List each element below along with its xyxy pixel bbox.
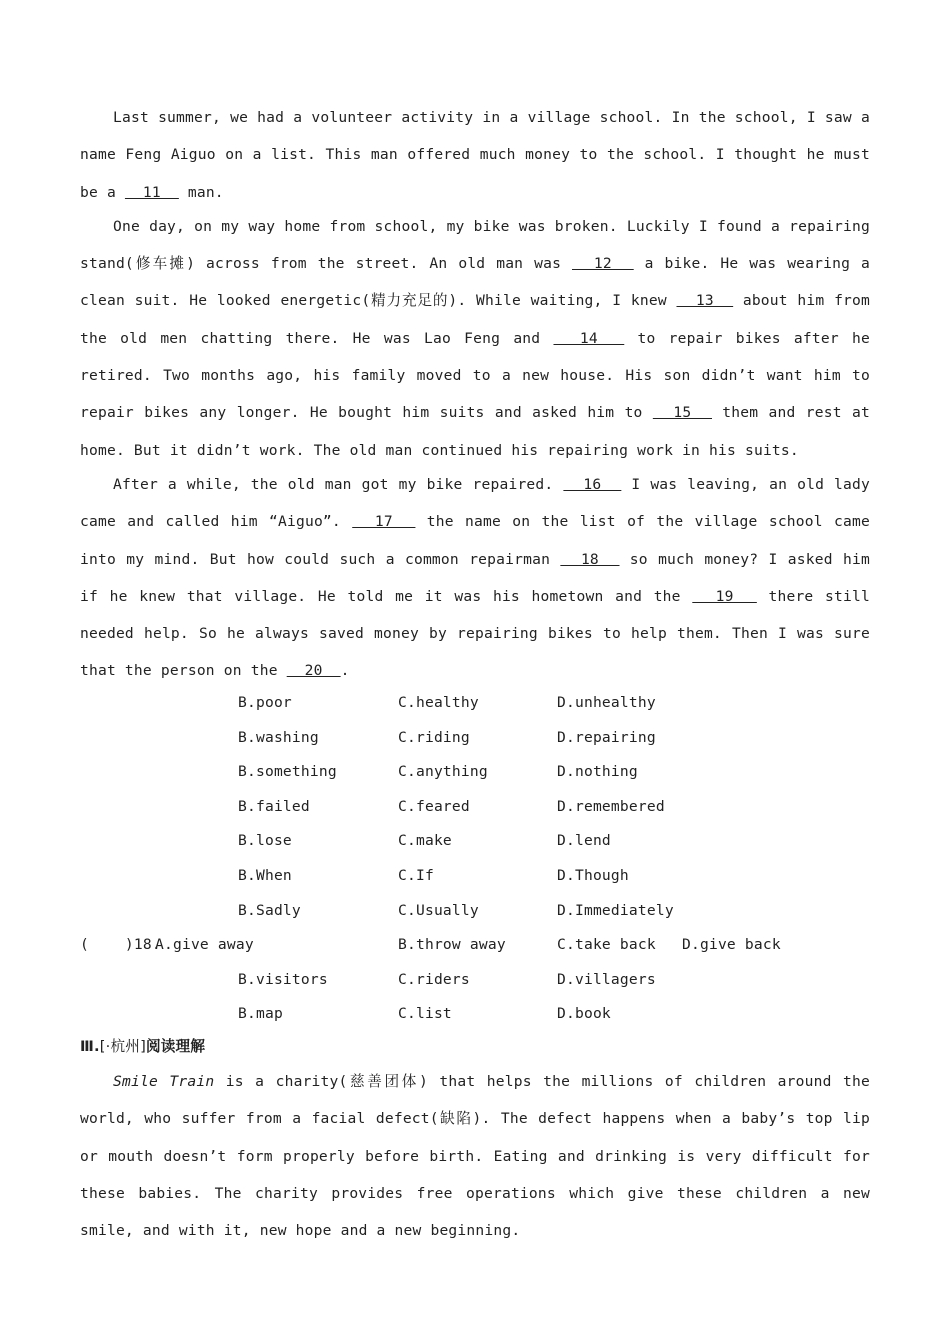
blank-14: 14 <box>553 329 625 347</box>
cloze-passage <box>80 99 870 690</box>
option-row-12 <box>0 721 950 756</box>
option-b: B.When <box>238 866 292 884</box>
option-row-15 <box>0 824 950 859</box>
text: the name on the list of the village school came into my mind. But how could such a common repairman <box>80 513 870 568</box>
text: . <box>340 662 350 680</box>
option-c: C.list <box>398 1005 452 1023</box>
text: man. <box>178 183 224 201</box>
option-c: C.feared <box>398 797 470 815</box>
section-number: Ⅲ. <box>80 1038 100 1055</box>
text: to repair bikes after he retired. Two months ago, his family moved to a new house. His son didn’t want him to repair bikes any longer. He bought him suits and asked him to <box>80 329 870 422</box>
option-d: D.Though <box>557 866 629 884</box>
text: I was leaving, an old lady came and called him “Aiguo”. <box>80 475 871 531</box>
option-c: C.healthy <box>398 694 479 711</box>
blank-11: 11 <box>124 183 179 201</box>
section-heading <box>80 1031 870 1063</box>
option-d: D.nothing <box>557 763 638 781</box>
reading-paragraph <box>80 1063 870 1249</box>
paragraph-1 <box>80 99 870 211</box>
reading-section <box>80 1031 870 1249</box>
paragraph-3 <box>80 466 870 690</box>
option-row-18 <box>0 928 950 963</box>
option-row-20 <box>0 997 950 1032</box>
option-a: A.give away <box>155 936 254 954</box>
option-d: D.book <box>557 1005 611 1023</box>
text: so much money? I asked him if he knew that village. He told me it was his hometown and the <box>80 550 870 605</box>
blank-17: 17 <box>352 513 416 531</box>
option-d: D.remembered <box>557 797 665 815</box>
option-b: B.visitors <box>238 970 328 988</box>
option-b: B.failed <box>238 797 310 815</box>
option-b: B.something <box>238 763 337 781</box>
option-row-19 <box>0 963 950 998</box>
option-row-13 <box>0 755 950 790</box>
option-b: B.washing <box>238 728 319 746</box>
option-c: C.If <box>398 866 434 884</box>
option-d: D.lend <box>557 832 611 850</box>
charity-name: Smile Train <box>113 1073 215 1090</box>
option-row-14 <box>0 790 950 825</box>
text: Last summer, we had a volunteer activity in a village school. In the school, I saw a name Feng Aiguo on a list. This man offered much money to the school. I thought he must be a <box>80 109 870 201</box>
section-title: 阅读理解 <box>145 1038 206 1055</box>
text: After a while, the old man got my bike repaired. <box>113 475 564 493</box>
blank-20: 20 <box>286 662 341 680</box>
option-row-17 <box>0 894 950 929</box>
option-b: B.map <box>238 1005 283 1023</box>
text: a bike. He was wearing a clean suit. He looked energetic(精力充足的). While waiting, I knew <box>80 255 871 310</box>
text: there still needed help. So he always saved money by repairing bikes to help them. Then I was sure that the person on the <box>80 587 870 680</box>
option-d: D.Immediately <box>557 901 674 919</box>
option-row-11 <box>0 686 950 721</box>
option-c: C.riding <box>398 728 470 746</box>
blank-18: 18 <box>560 550 620 568</box>
question-number: ( )18. <box>80 936 161 954</box>
option-d: D.unhealthy <box>557 694 656 711</box>
paragraph-2 <box>80 208 870 469</box>
option-row-16 <box>0 859 950 894</box>
option-c: C.anything <box>398 763 488 781</box>
option-c: C.take back <box>557 936 656 954</box>
blank-19: 19 <box>692 587 757 605</box>
text: One day, on my way home from school, my bike was broken. Luckily I found a repairing stand(修车摊) across from the street. An old man was <box>80 217 870 273</box>
option-d: D.repairing <box>557 728 656 746</box>
option-c: C.Usually <box>398 901 479 919</box>
option-d: D.give back <box>682 936 781 954</box>
option-d: D.villagers <box>557 970 656 988</box>
option-b: B.lose <box>238 832 292 850</box>
option-c: C.riders <box>398 970 470 988</box>
text: them and rest at home. But it didn’t work. The old man continued his repairing work in his suits. <box>80 404 870 459</box>
text: is a charity(慈善团体) that helps the millions of children around the world, who suffer from a facial defect(缺陷). The defect happens when a baby’s top lip or mouth doesn’t form properly before birth. Eating and drinking is very difficult for these babies. The charity provides free operations which give these children a new smile, and with it, new hope and a new beginning. <box>80 1073 870 1240</box>
option-b: B.throw away <box>398 936 506 954</box>
option-c: C.make <box>398 832 452 850</box>
option-b: B.Sadly <box>238 901 301 919</box>
blank-12: 12 <box>572 255 634 273</box>
option-b: B.poor <box>238 694 292 711</box>
blank-13: 13 <box>676 292 734 310</box>
text: about him from the old men chatting there. He was Lao Feng and <box>80 292 871 347</box>
blank-16: 16 <box>563 475 622 493</box>
blank-15: 15 <box>652 404 712 422</box>
answer-options <box>0 686 950 1032</box>
section-source: [·杭州] <box>99 1038 146 1055</box>
